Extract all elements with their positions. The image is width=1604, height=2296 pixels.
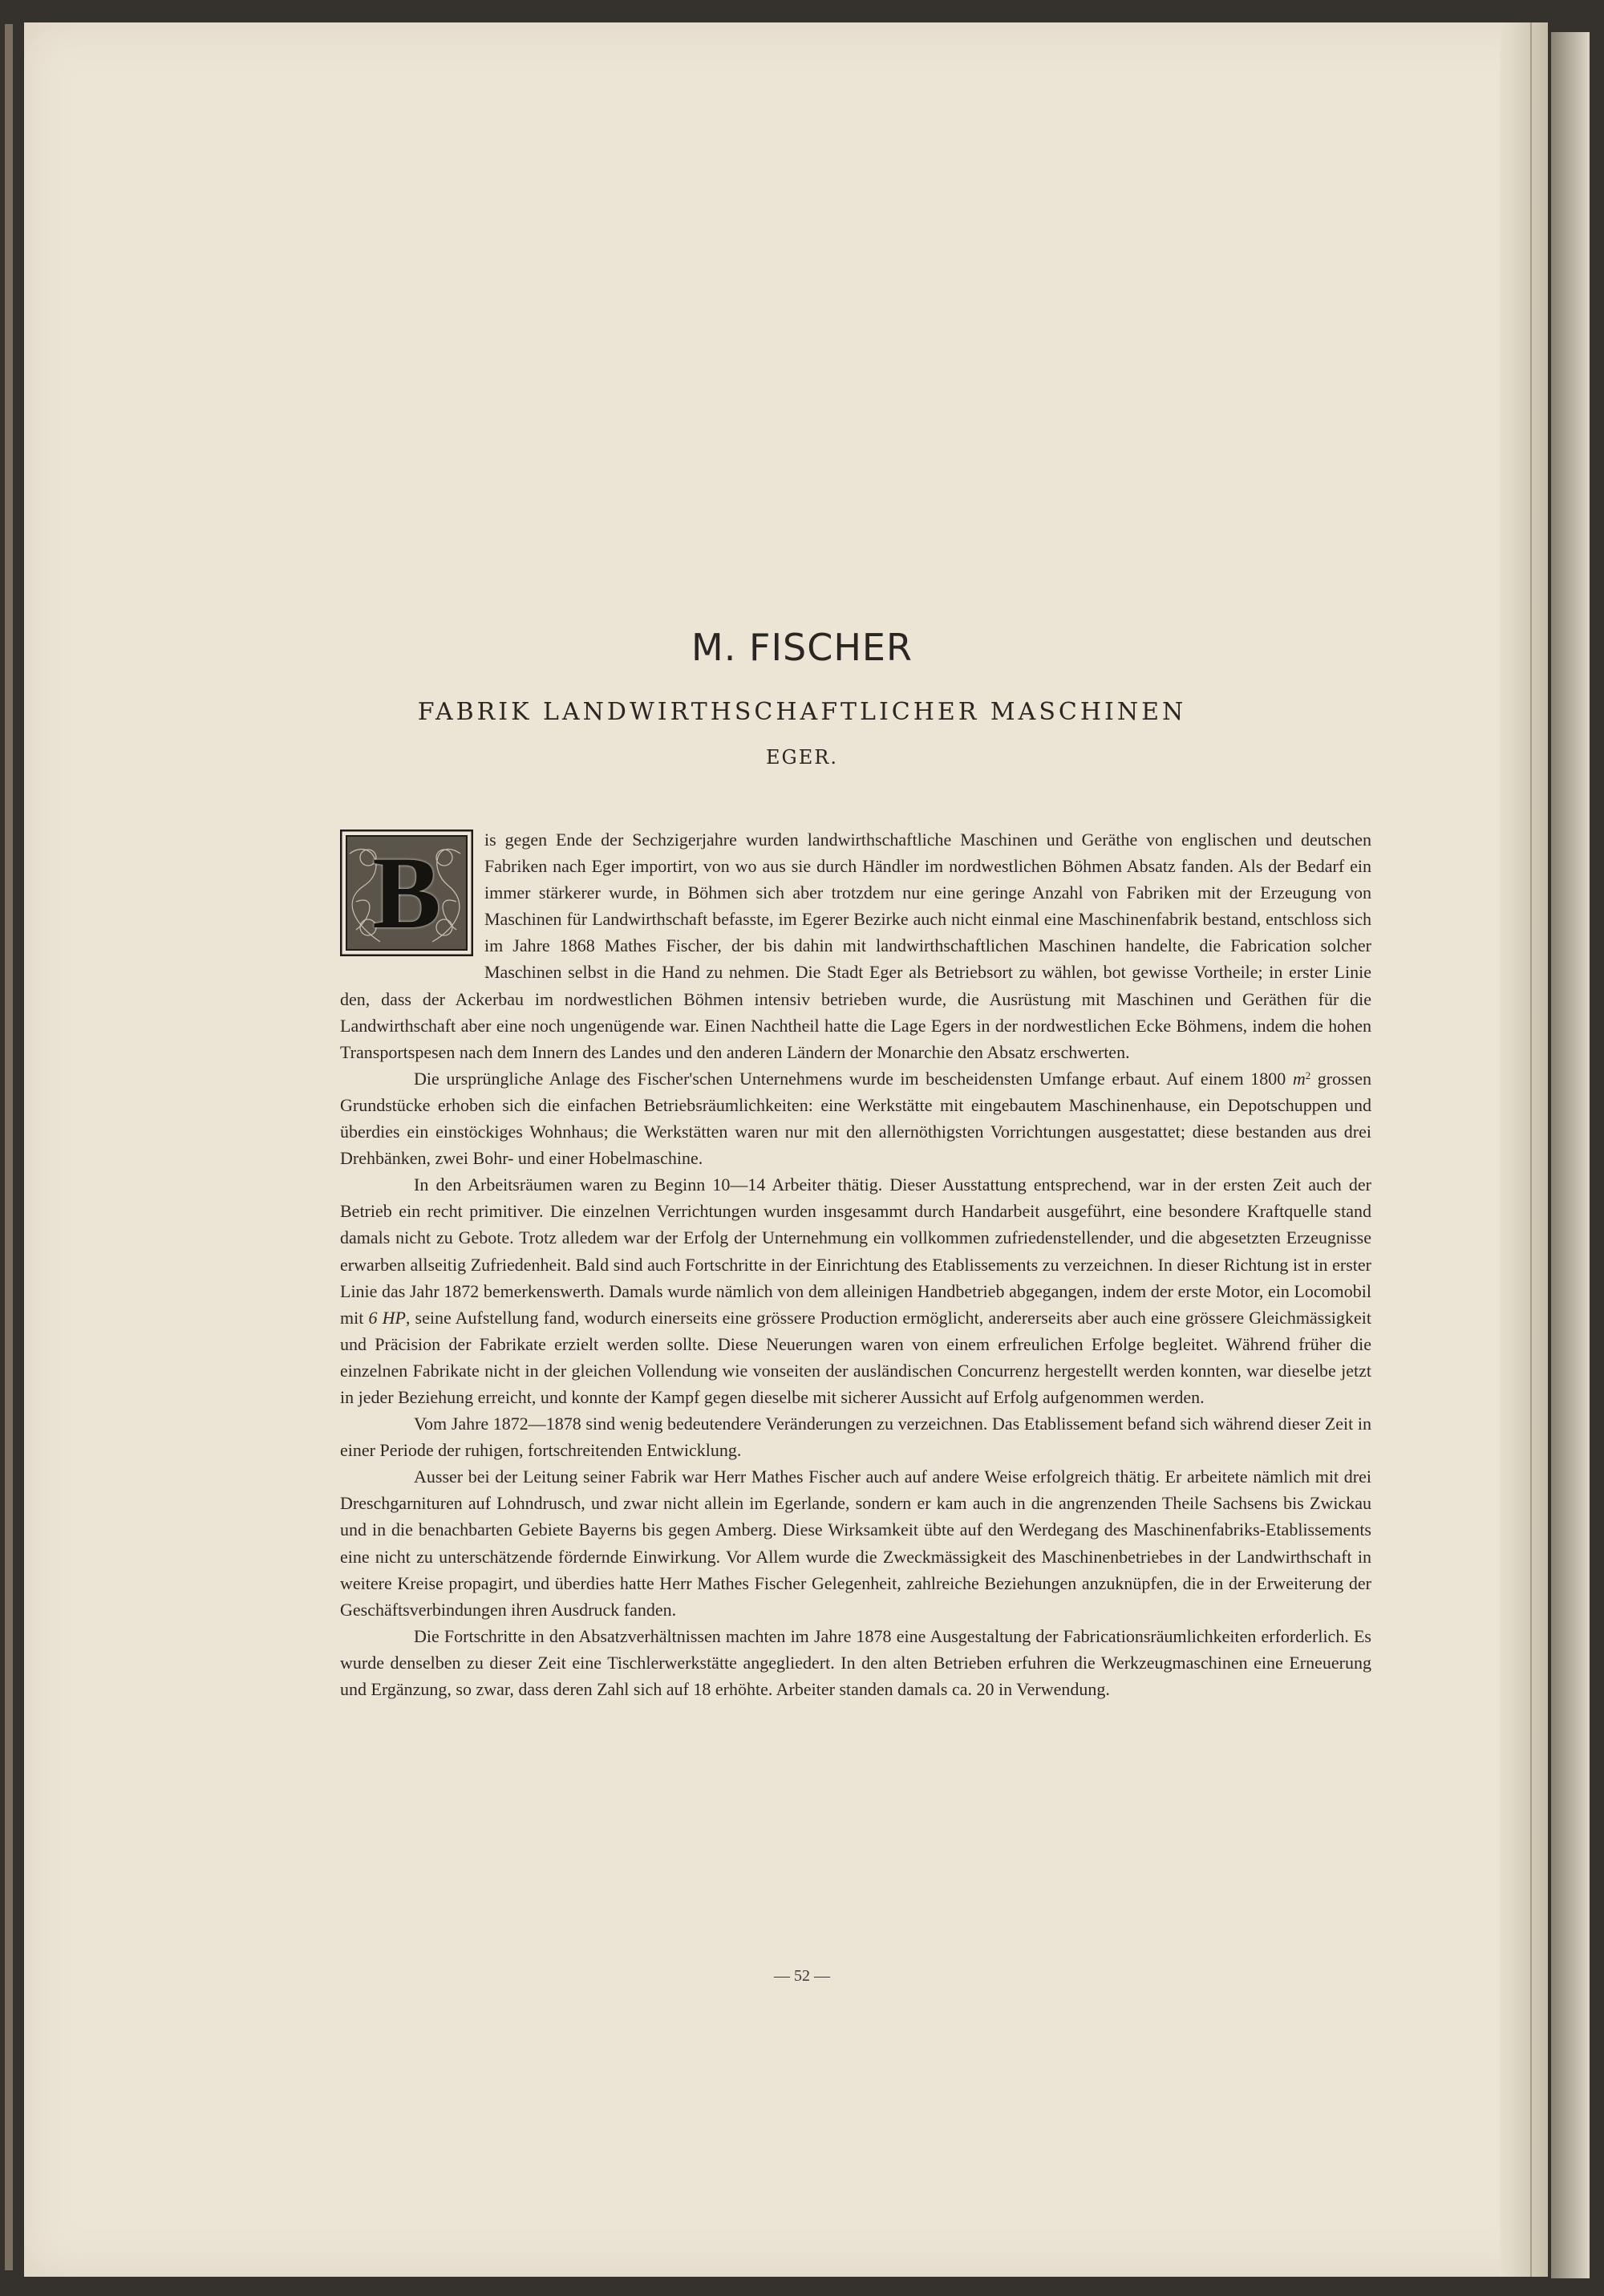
paragraph-4: Vom Jahre 1872—1878 sind wenig bedeutendere Veränderungen zu verzeichnen. Das Etablissement befand sich während dieser Zeit in einer Periode der ruhigen, fortschreitenden Entwicklung. xyxy=(340,1414,1371,1461)
decorative-dropcap xyxy=(340,830,473,956)
page-gutter xyxy=(1500,22,1548,2277)
paragraph-6: Die Fortschritte in den Absatzverhältnissen machten im Jahre 1878 eine Ausgestaltung der Fabricationsräumlichkeiten erforderlich. Es wurde denselben zu dieser Zeit eine Tischlerwerkstätte angegliedert. In den alten Betrieben erfuhren die Werkzeugmaschinen eine Erneuerung und Ergänzung, so zwar, dass deren Zahl sich auf 18 erhöhte. Arbeiter standen damals ca. 20 in Verwendung. xyxy=(340,1625,1371,1699)
page-number: — 52 — xyxy=(774,1967,830,1985)
dropcap-letter: B xyxy=(372,836,441,950)
paragraph-2: Die ursprüngliche Anlage des Fischer'schen Unternehmens wurde im bescheidensten Umfange erbaut. Auf einem 1800 $m^2$ grossen Grundstücke erhoben sich die einfachen Betriebsräumlichkeiten: eine Werkstätte mit eingebautem Maschinenhause, ein Depotschuppen und überdies ein einstöckiges Wohnhaus; die Werkstätten waren nur mit den allernöthigsten Vorrichtungen ausgestattet; diese bestanden aus drei Drehbänken, zwei Bohr- und einer Hobelmaschine. xyxy=(340,1068,1371,1169)
paragraph-3: In den Arbeitsräumen waren zu Beginn 10—14 Arbeiter thätig. Dieser Ausstattung entsprechend, war in der ersten Zeit auch der Betrieb ein recht primitiver. Die einzelnen Verrichtungen wurden insgesammt durch Handarbeit ausgeführt, eine besondere Kraftquelle stand damals nicht zu Gebote. Trotz alledem war der Erfolg der Unternehmung ein vollkommen zufriedenstellender, und die abgesetzten Erzeugnisse erwarben allseitig Zufriedenheit. Bald sind auch Fortschritte in der Einrichtung des Etablissements zu verzeichnen. In dieser Richtung ist in erster Linie das Jahr 1872 bemerkenswerth. Damals wurde nämlich von dem alleinigen Handbetrieb abgegangen, indem der erste Motor, ein Locomobil mit 6 HP, seine Aufstellung fand, wodurch einerseits eine grössere Production ermöglicht, andererseits aber auch eine grössere Gleichmässigkeit und Präcision der Fabrikate erzielt werden sollte. Diese Neuerungen waren von einem erfreulichen Erfolge begleitet. Während früher die einzelnen Fabrikate nicht in der gleichen Vollendung wie vonseiten der ausländischen Concurrenz hergestellt werden konnten, war dieselbe jetzt in jeder Beziehung erreicht, und konnte der Kampf gegen dieselbe mit sicherer Aussicht auf Erfolg aufgenommen werden. xyxy=(340,1174,1372,1407)
body-text xyxy=(340,826,1371,1702)
page-subtitle: FABRIK LANDWIRTHSCHAFTLICHER MASCHINEN xyxy=(417,698,1187,726)
book-spine xyxy=(5,24,13,2270)
paragraph-5: Ausser bei der Leitung seiner Fabrik war Herr Mathes Fischer auch auf andere Weise erfolgreich thätig. Er arbeitete nämlich mit drei Dreschgarnituren auf Lohndrusch, und zwar nicht allein im Egerlande, sondern er kam auch in die angrenzenden Theile Sachsens bis Zwickau und in die benachbarten Gebiete Bayerns bis gegen Amberg. Diese Wirksamkeit übte auf den Werdegang des Maschinenfabriks-Etablissements eine nicht zu unterschätzende fördernde Einwirkung. Vor Allem wurde die Zweckmässigkeit des Maschinenbetriebes in der Landwirthschaft in weitere Kreise propagirt, und überdies hatte Herr Mathes Fischer Gelegenheit, zahlreiche Beziehungen anzuknüpfen, die in der Erweiterung der Geschäftsverbindungen ihren Ausdruck fanden. xyxy=(340,1466,1371,1620)
place-name: EGER. xyxy=(766,746,838,769)
page-title: M. FISCHER xyxy=(691,626,913,669)
paragraph-1: B is gegen Ende der Sechzigerjahre wurden landwirthschaftliche Maschinen und Geräthe von englischen und deutschen Fabriken nach Eger importirt, von wo aus sie durch Händler im nordwestlichen Böhmen Absatz fanden. Als der Bedarf ein immer stärkerer wurde, in Böhmen sich aber trotzdem nur eine geringe Anzahl von Fabriken mit der Erzeugung von Maschinen für Landwirthschaft befasste, im Egerer Bezirke auch nicht einmal eine Maschinenfabrik bestand, entschloss sich im Jahre 1868 Mathes Fischer, der bis dahin mit landwirthschaftlichen Maschinen handelte, die Fabrication solcher Maschinen selbst in die Hand zu nehmen. Die Stadt Eger als Betriebsort zu wählen, bot gewisse Vortheile; in erster Linie den, dass der Ackerbau im nordwestlichen Böhmen intensiv betrieben wurde, die Ausrüstung mit Maschinen und Geräthen für die Landwirthschaft aber eine noch ungenügende war. Einen Nachtheil hatte die Lage Egers in der nordwestlichen Ecke Böhmens, indem die hohen Transportspesen nach dem Innern des Landes und den anderen Ländern der Monarchie den Absatz erschwerten. xyxy=(340,830,1371,1062)
next-page-edge xyxy=(1551,32,1590,2278)
